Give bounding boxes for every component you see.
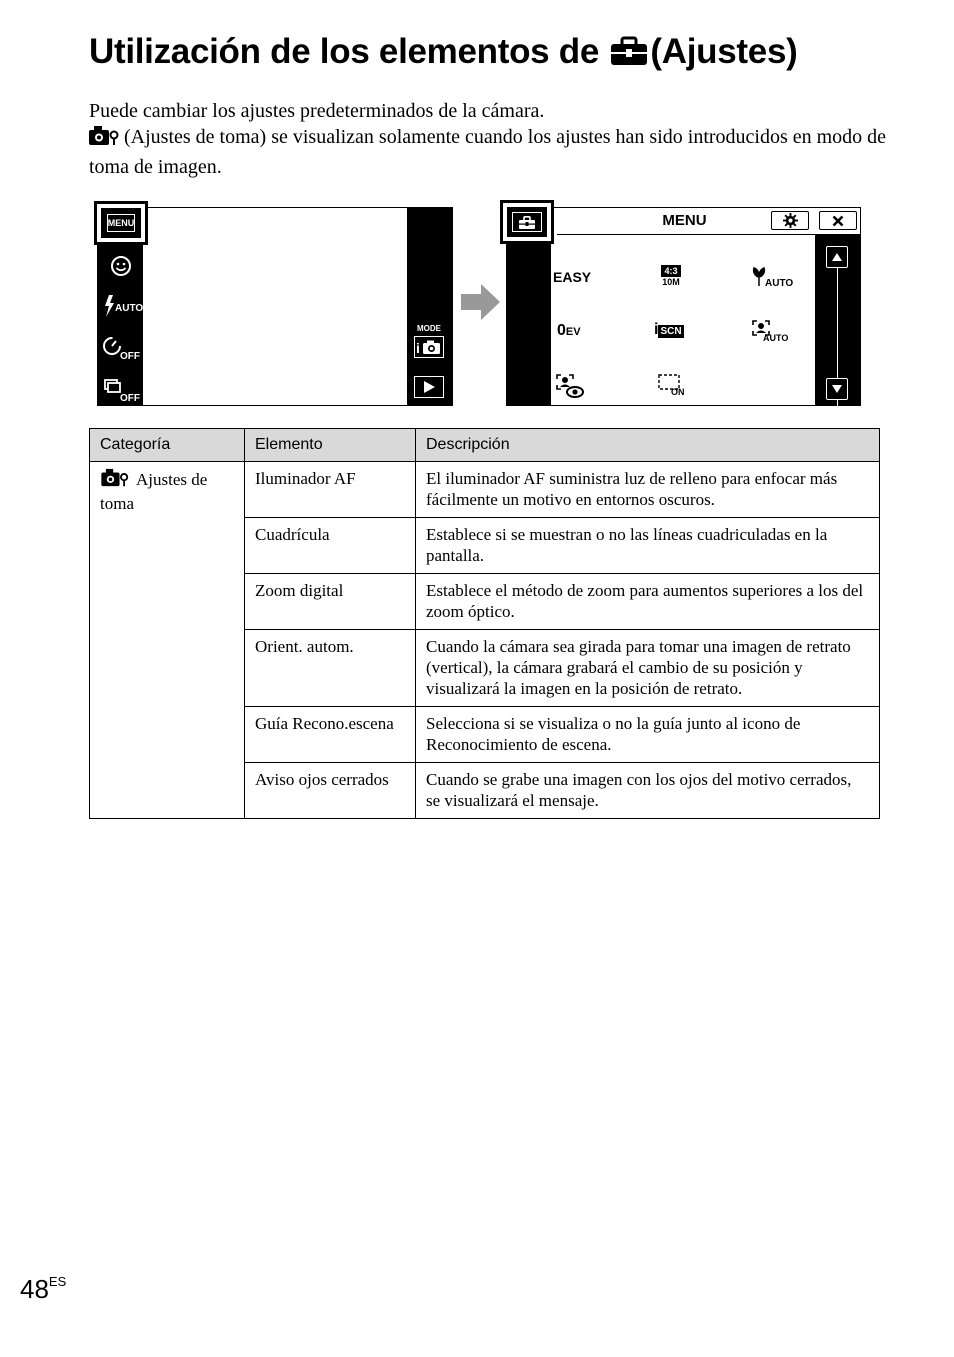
burst-off-label: OFF [119, 393, 140, 404]
image-size-value: 10M [662, 277, 680, 287]
header-description: Descripción [416, 429, 880, 462]
description-cell: Selecciona si se visualiza o no la guía junto al icono de Reconocimiento de escena. [416, 707, 880, 763]
category-cell [90, 462, 245, 819]
image-size-icon[interactable] [661, 265, 681, 287]
arrow-right-icon [461, 284, 501, 325]
page-number-value: 48 [20, 1274, 49, 1304]
menu-button[interactable] [94, 201, 148, 245]
playback-icon[interactable] [414, 376, 444, 398]
camera-screen-shooting [97, 207, 453, 406]
category-label: Ajustes de toma [100, 470, 208, 513]
table-header-row [90, 429, 880, 462]
settings-toolbox-button[interactable] [500, 200, 554, 244]
item-cell: Guía Recono.escena [245, 707, 416, 763]
description-cell: Establece si se muestran o no las líneas cuadriculadas en la pantalla. [416, 518, 880, 574]
intro-line-2-text: (Ajustes de toma) se visualizan solamente cuando los ajustes han sido introducidos en modo de toma de imagen. [89, 126, 887, 178]
menu-scroll-bar [815, 234, 860, 406]
smile-detection-icon[interactable] [98, 244, 143, 288]
table-row [90, 462, 880, 518]
camera-settings-icon [100, 468, 130, 493]
flash-auto-icon[interactable] [98, 284, 143, 328]
ev-value: 0 [557, 322, 566, 339]
intro-line-2 [89, 124, 889, 180]
menu-header [557, 208, 861, 235]
ev-icon[interactable] [557, 322, 581, 340]
title-text-after: (Ajustes) [650, 32, 798, 71]
scn-label: SCN [660, 326, 682, 337]
header-category: Categoría [90, 429, 245, 462]
mode-camera-icon[interactable] [414, 336, 444, 358]
menu-header-title: MENU [662, 212, 707, 229]
settings-table [89, 428, 880, 819]
grid-on-label: ON [671, 387, 685, 397]
page-number [20, 1267, 66, 1304]
menu-label: MENU [107, 214, 135, 232]
macro-auto-icon[interactable] [751, 266, 794, 291]
toolbox-icon [507, 207, 547, 237]
toolbox-icon-frame [512, 212, 542, 232]
description-cell: Cuando se grabe una imagen con los ojos del motivo cerrados, se visualizará el mensaje. [416, 763, 880, 819]
scroll-down-icon[interactable] [826, 378, 848, 400]
description-cell: Cuando la cámara sea girada para tomar una imagen de retrato (vertical), la cámara grabará el cambio de su posición y visualizará la imagen en la posición de retrato. [416, 630, 880, 707]
gear-icon[interactable] [771, 211, 809, 230]
description-cell: Establece el método de zoom para aumentos superiores a los del zoom óptico. [416, 574, 880, 630]
face-detection-icon[interactable] [751, 319, 791, 346]
easy-mode-icon[interactable]: EASY [553, 269, 592, 285]
item-cell: Iluminador AF [245, 462, 416, 518]
burst-off-icon[interactable] [98, 368, 143, 412]
item-cell: Cuadrícula [245, 518, 416, 574]
page-language: ES [48, 1274, 67, 1289]
grid-line-icon[interactable] [657, 373, 687, 400]
red-eye-icon[interactable] [555, 373, 587, 402]
intro-line-1: Puede cambiar los ajustes predeterminados de la cámara. [89, 100, 545, 122]
toolbox-icon [610, 33, 648, 77]
scn-i: i [654, 321, 659, 338]
intro-text [89, 98, 889, 180]
close-icon[interactable] [819, 211, 857, 230]
macro-auto-label: AUTO [765, 278, 794, 289]
description-cell: El iluminador AF suministra luz de relleno para enfocar más fácilmente un motivo en entornos oscuros. [416, 462, 880, 518]
face-detection-label: AUTO [763, 333, 789, 343]
scroll-track [837, 266, 838, 426]
flash-auto-label: AUTO [114, 303, 143, 314]
scroll-up-icon[interactable] [826, 246, 848, 268]
image-size-ratio: 4:3 [661, 265, 681, 277]
mode-label: MODE [417, 324, 441, 333]
timer-off-label: OFF [119, 351, 140, 362]
title-text-before: Utilización de los elementos de [89, 32, 609, 71]
menu-left-bar [507, 234, 551, 406]
item-cell: Orient. autom. [245, 630, 416, 707]
item-cell: Aviso ojos cerrados [245, 763, 416, 819]
self-timer-off-icon[interactable] [98, 326, 143, 370]
item-cell: Zoom digital [245, 574, 416, 630]
scene-recognition-icon[interactable] [654, 321, 684, 339]
camera-screen-menu [506, 207, 861, 406]
header-item: Elemento [245, 429, 416, 462]
right-icon-bar [407, 208, 452, 406]
svg-text:i: i [416, 340, 420, 356]
camera-settings-icon [89, 125, 119, 154]
page-title [89, 30, 797, 77]
menu-button-inner [101, 208, 141, 238]
ev-unit: EV [565, 326, 581, 338]
